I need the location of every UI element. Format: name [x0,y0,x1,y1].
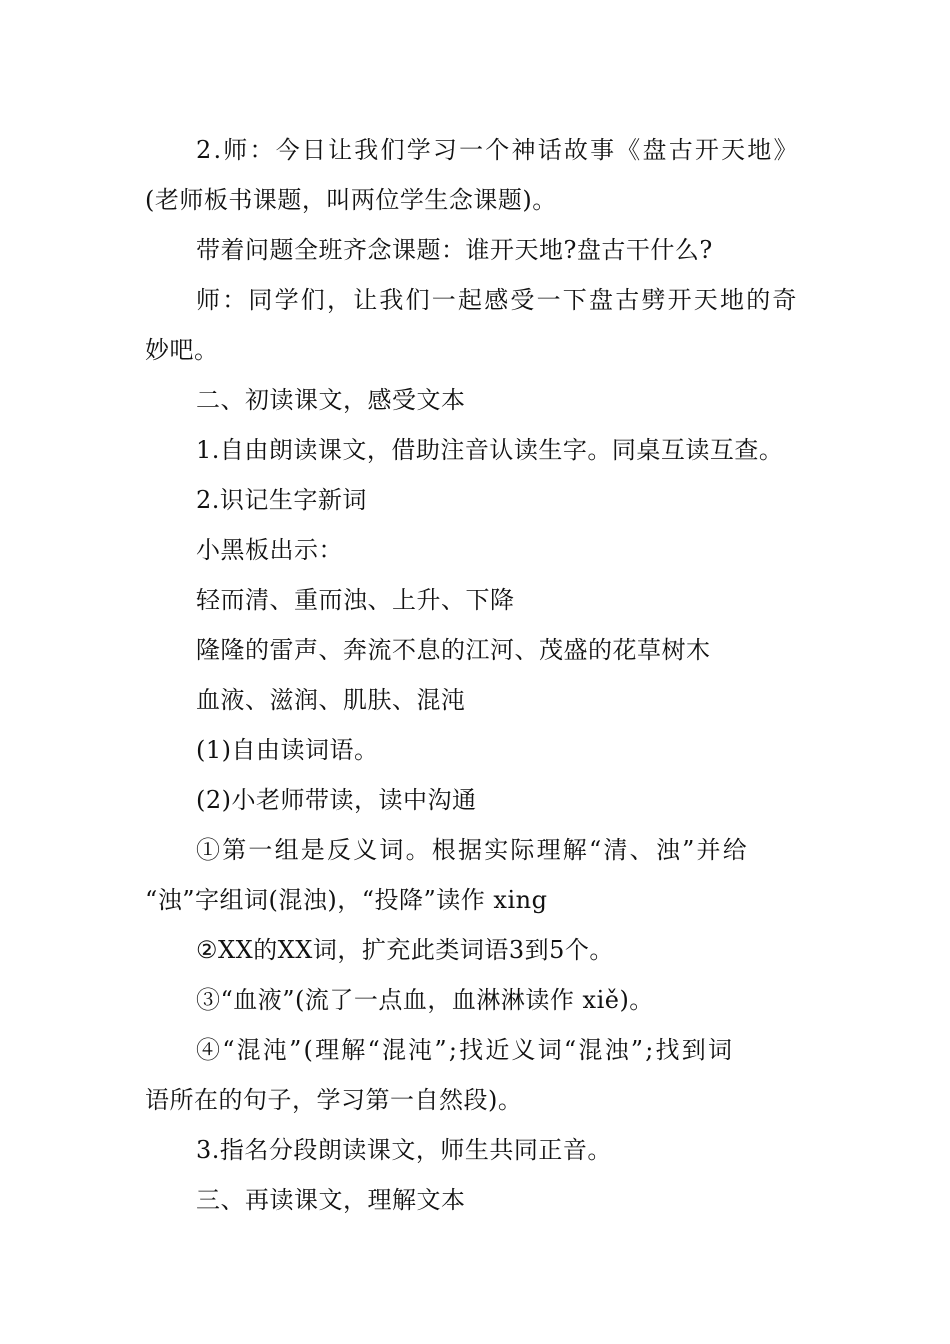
paragraph-line: 师：同学们，让我们一起感受一下盘古劈开天地的奇 [196,286,799,314]
paragraph-line: 轻而清、重而浊、上升、下降 [196,586,515,614]
paragraph-line: ③“血液”(流了一点血，血淋淋读作 xiě)。 [196,986,654,1014]
paragraph-line: 隆隆的雷声、奔流不息的江河、茂盛的花草树木 [196,636,711,664]
paragraph-line: “浊”字组词(混浊)，“投降”读作 xing [145,886,548,914]
paragraph-line: 2.师：今日让我们学习一个神话故事《盘古开天地》 [196,136,800,164]
paragraph-line: (2)小老师带读，读中沟通 [196,786,477,814]
paragraph-line: 3.指名分段朗读课文，师生共同正音。 [196,1136,612,1164]
paragraph-line: 语所在的句子，学习第一自然段)。 [145,1086,523,1114]
paragraph-line: 1.自由朗读课文，借助注音认读生字。同桌互读互查。 [196,436,784,464]
paragraph-line: ②XX的XX词，扩充此类词语3到5个。 [196,936,614,964]
paragraph-line: 带着问题全班齐念课题：谁开天地?盘古干什么? [196,236,713,264]
section-heading: 二、初读课文，感受文本 [196,386,466,414]
paragraph-line: ①第一组是反义词。根据实际理解“清、浊”并给 [196,836,749,864]
paragraph-line: 小黑板出示： [196,536,343,564]
paragraph-line: (1)自由读词语。 [196,736,379,764]
paragraph-line: 2.识记生字新词 [196,486,367,514]
section-heading: 三、再读课文，理解文本 [196,1186,466,1214]
paragraph-line: (老师板书课题，叫两位学生念课题)。 [145,186,557,214]
paragraph-line: 妙吧。 [145,336,219,364]
paragraph-line: ④“混沌”(理解“混沌”;找近义词“混浊”;找到词 [196,1036,735,1064]
paragraph-line: 血液、滋润、肌肤、混沌 [196,686,466,714]
